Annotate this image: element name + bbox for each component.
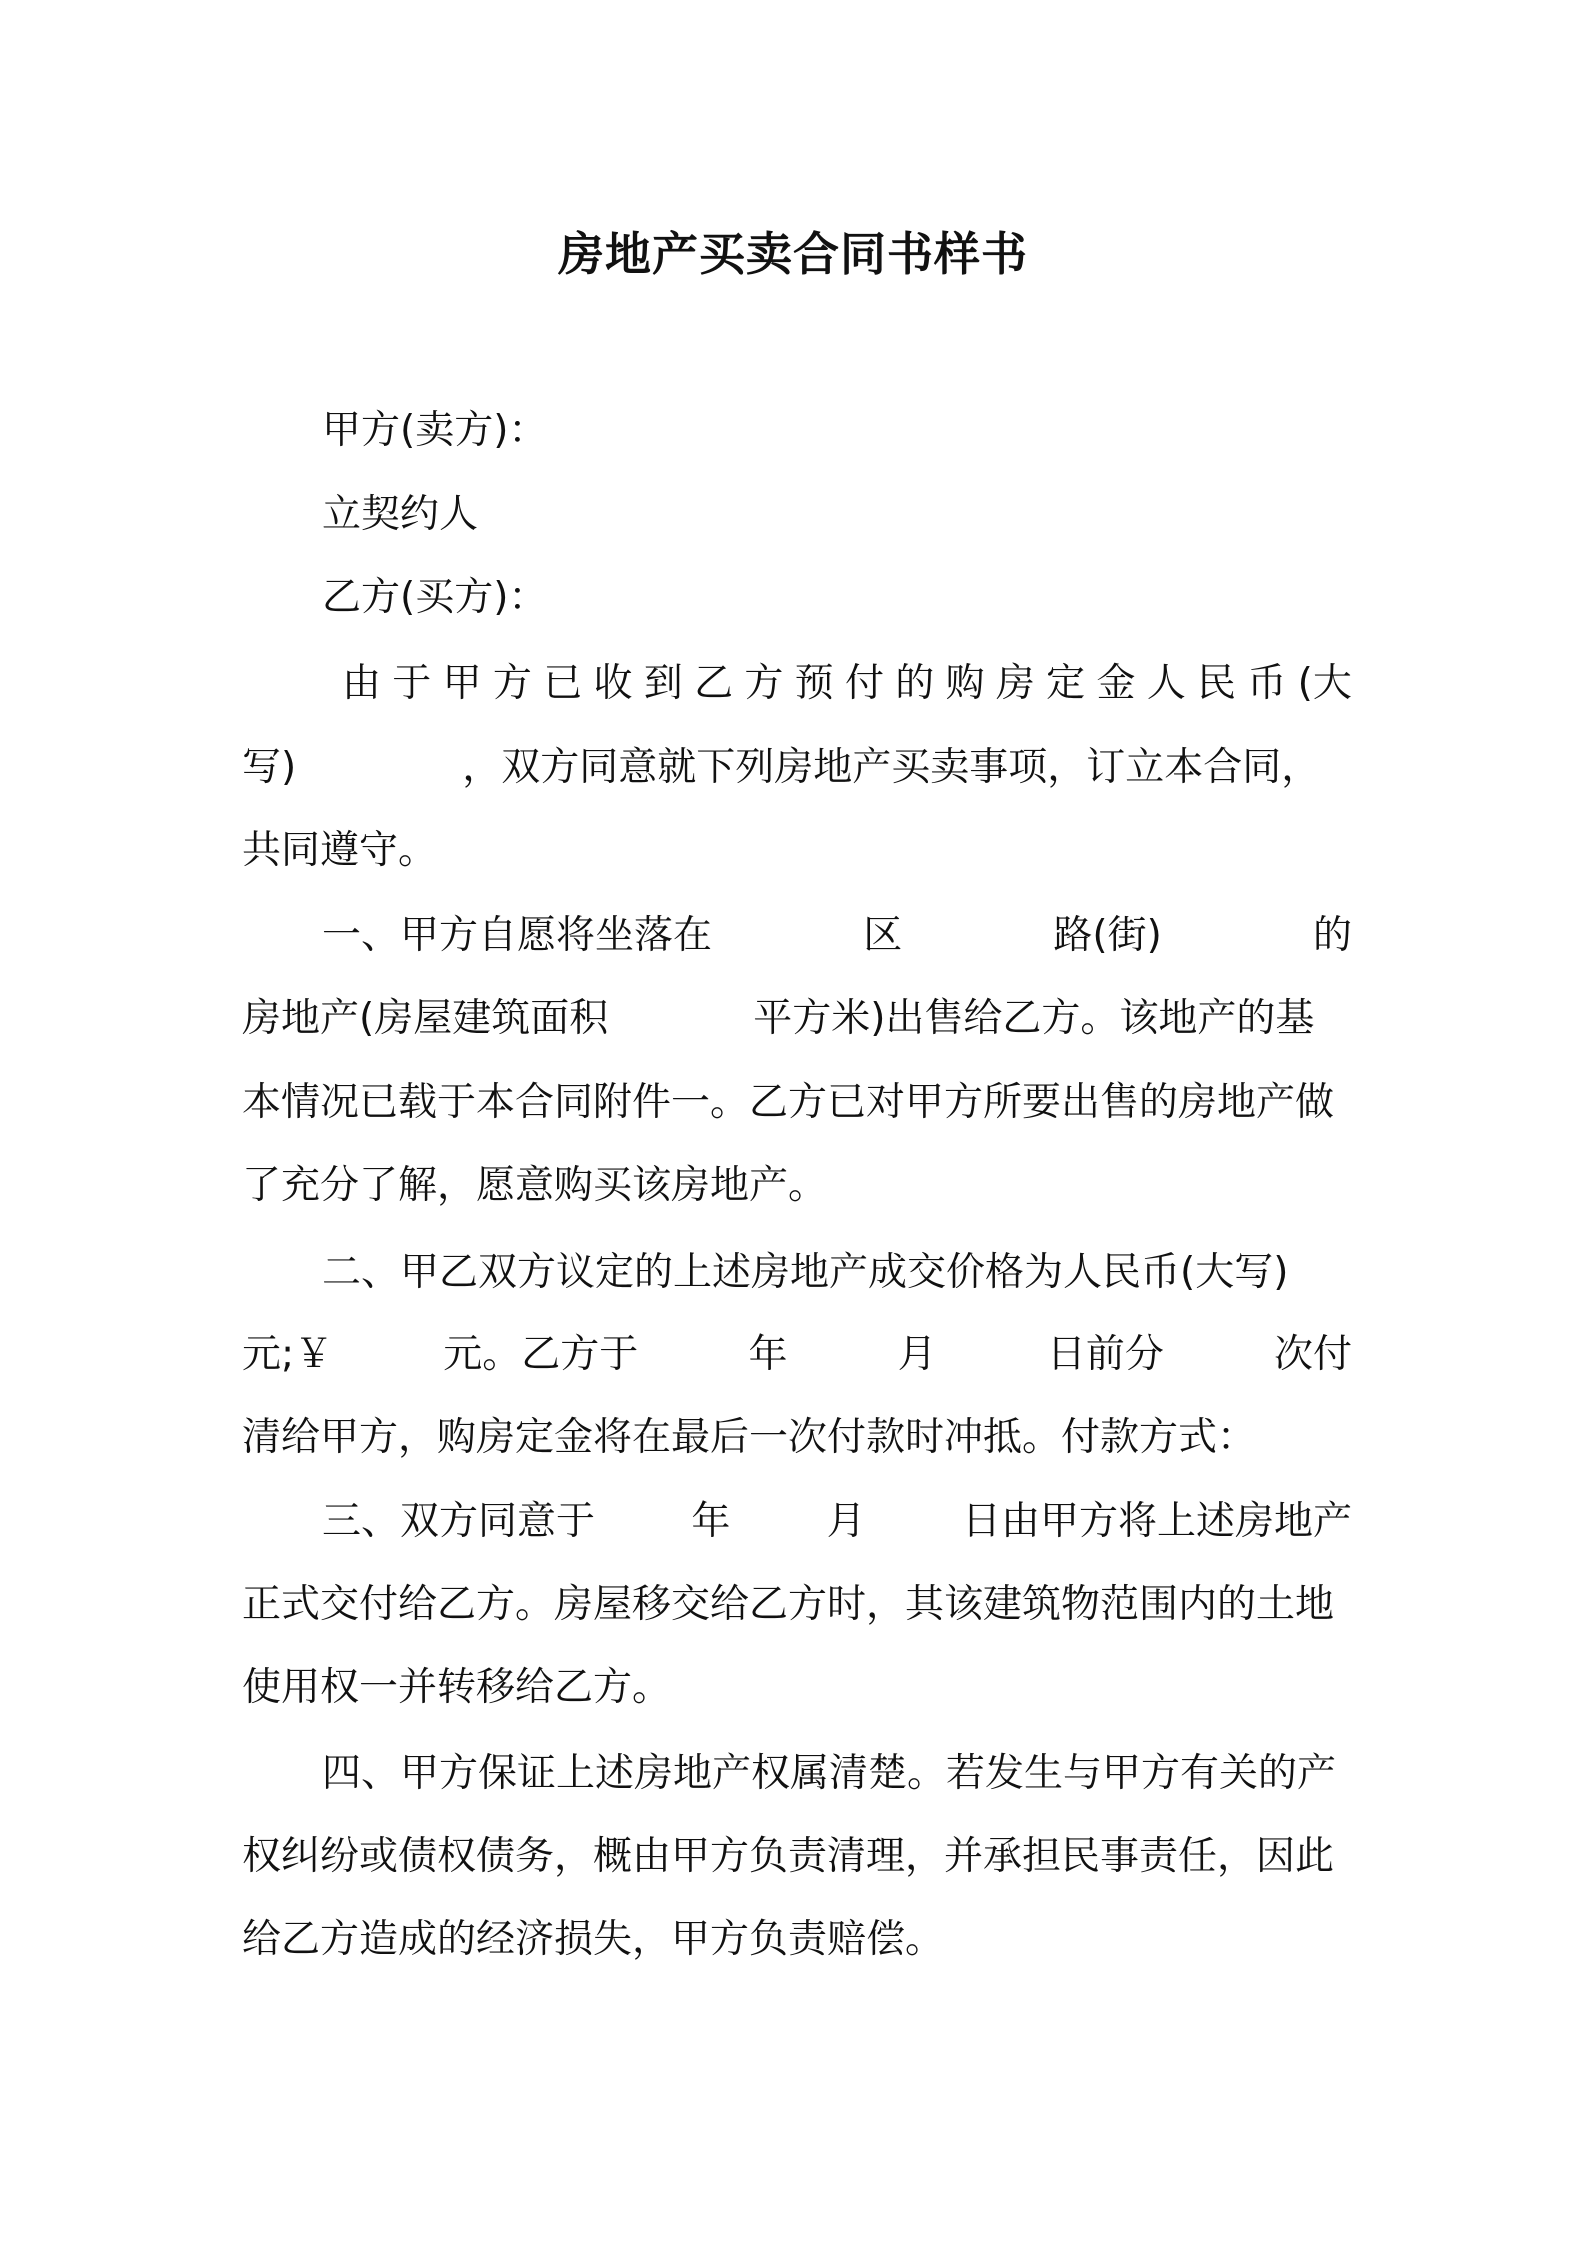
clause-1-line-2: 房地产(房屋建筑面积 平方米)出售给乙方。该地产的基 [242,996,1315,1041]
party-a-label: 甲方(卖方)： [322,408,548,453]
signatory-label: 立契约人 [322,492,479,537]
clause-2-line-3: 清给甲方，购房定金将在最后一次付款时冲抵。付款方式： [242,1415,1257,1460]
intro-line-2: 写) ，双方同意就下列房地产买卖事项，订立本合同， [242,745,1321,790]
clause-3-line-1: 三、双方同意于 年 月 日由甲方将上述房地产 [322,1499,1352,1544]
clause-2-line-2: 元;￥ 元。乙方于 年 月 日前分 次付 [242,1332,1352,1377]
clause-1-line-1: 一、甲方自愿将坐落在 区 路(街) 的 [322,913,1352,958]
clause-2-line-1: 二、甲乙双方议定的上述房地产成交价格为人民币(大写) [322,1250,1289,1295]
intro-line-1: 由 于 甲 方 已 收 到 乙 方 预 付 的 购 房 定 金 人 民 币 (大 [342,661,1352,706]
clause-4-line-2: 权纠纷或债权债务，概由甲方负责清理，并承担民事责任，因此 [242,1834,1335,1879]
clause-1-line-3: 本情况已载于本合同附件一。乙方已对甲方所要出售的房地产做 [242,1080,1335,1125]
clause-1-line-4: 了充分了解，愿意购买该房地产。 [242,1163,828,1208]
clause-3-line-3: 使用权一并转移给乙方。 [242,1665,672,1710]
intro-line-3: 共同遵守。 [242,828,438,873]
document-title: 房地产买卖合同书样书 [558,227,1028,281]
party-b-label: 乙方(买方)： [322,575,548,620]
clause-3-line-2: 正式交付给乙方。房屋移交给乙方时，其该建筑物范围内的土地 [242,1582,1335,1627]
clause-4-line-1: 四、甲方保证上述房地产权属清楚。若发生与甲方有关的产 [322,1751,1337,1796]
clause-4-line-3: 给乙方造成的经济损失，甲方负责赔偿。 [242,1917,945,1962]
